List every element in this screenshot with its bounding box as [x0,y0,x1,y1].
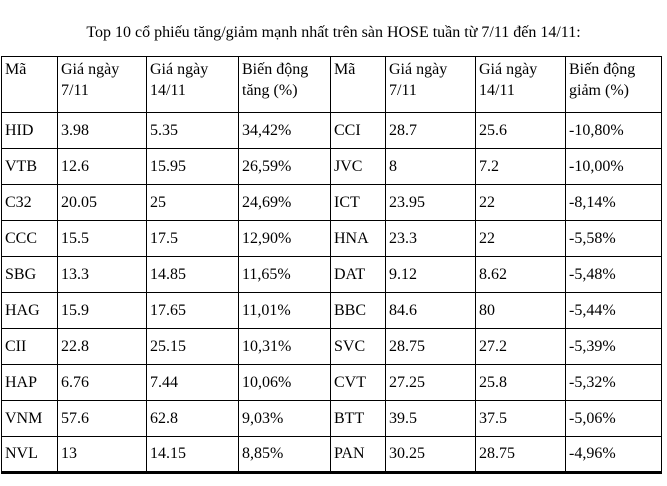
table-row [2,185,662,221]
gainer-price-7-11-cell: 15.9 [58,293,147,329]
gainer-change-cell: 12,90% [239,221,331,257]
loser-price-7-11-cell: 9.12 [386,257,476,293]
top10-stocks-table [1,56,662,474]
loser-code-cell: ICT [331,185,386,221]
loser-price-14-11-cell: 25.6 [476,113,566,149]
loser-change-cell: -5,44% [566,293,662,329]
table-row [2,149,662,185]
loser-change-cell: -5,06% [566,401,662,437]
gainer-code-cell: VTB [2,149,58,185]
loser-code-cell: BBC [331,293,386,329]
table-row [2,365,662,401]
gainer-price-7-11-cell: 15.5 [58,221,147,257]
gainer-price-14-11-cell: 17.65 [147,293,239,329]
loser-price-14-11-cell: 8.62 [476,257,566,293]
table-row [2,293,662,329]
gainer-price-7-11-cell: 12.6 [58,149,147,185]
gainer-change-cell: 24,69% [239,185,331,221]
loser-code-cell: DAT [331,257,386,293]
table-body [2,113,662,473]
header-price7-losers: Giá ngày 7/11 [386,57,476,113]
gainer-change-cell: 11,01% [239,293,331,329]
header-change-up: Biến động tăng (%) [239,57,331,113]
table-row [2,329,662,365]
table-header-row [2,57,662,113]
gainer-code-cell: HID [2,113,58,149]
gainer-change-cell: 11,65% [239,257,331,293]
loser-change-cell: -4,96% [566,437,662,473]
table-row [2,257,662,293]
header-change-down: Biến động giảm (%) [566,57,662,113]
gainer-code-cell: SBG [2,257,58,293]
loser-change-cell: -5,39% [566,329,662,365]
loser-change-cell: -10,80% [566,113,662,149]
gainer-change-cell: 9,03% [239,401,331,437]
gainer-price-14-11-cell: 62.8 [147,401,239,437]
gainer-price-14-11-cell: 5.35 [147,113,239,149]
loser-code-cell: PAN [331,437,386,473]
loser-price-7-11-cell: 23.95 [386,185,476,221]
gainer-price-14-11-cell: 15.95 [147,149,239,185]
header-price7-gainers: Giá ngày 7/11 [58,57,147,113]
gainer-price-7-11-cell: 13 [58,437,147,473]
header-price14-losers: Giá ngày 14/11 [476,57,566,113]
gainer-change-cell: 8,85% [239,437,331,473]
loser-code-cell: HNA [331,221,386,257]
gainer-price-7-11-cell: 57.6 [58,401,147,437]
gainer-change-cell: 10,06% [239,365,331,401]
table-row [2,437,662,473]
gainer-price-14-11-cell: 14.15 [147,437,239,473]
loser-price-7-11-cell: 23.3 [386,221,476,257]
loser-price-14-11-cell: 28.75 [476,437,566,473]
loser-change-cell: -5,32% [566,365,662,401]
header-code-gainers: Mã [2,57,58,113]
header-code-losers: Mã [331,57,386,113]
loser-code-cell: CCI [331,113,386,149]
loser-price-7-11-cell: 28.75 [386,329,476,365]
page-title: Top 10 cổ phiếu tăng/giảm mạnh nhất trên sàn HOSE tuần từ 7/11 đến 14/11: [86,24,581,41]
gainer-code-cell: CII [2,329,58,365]
gainer-price-14-11-cell: 14.85 [147,257,239,293]
gainer-change-cell: 34,42% [239,113,331,149]
loser-change-cell: -5,48% [566,257,662,293]
loser-change-cell: -5,58% [566,221,662,257]
header-price14-gainers: Giá ngày 14/11 [147,57,239,113]
gainer-code-cell: HAG [2,293,58,329]
loser-price-14-11-cell: 37.5 [476,401,566,437]
gainer-price-7-11-cell: 13.3 [58,257,147,293]
gainer-change-cell: 10,31% [239,329,331,365]
loser-price-7-11-cell: 8 [386,149,476,185]
loser-price-14-11-cell: 22 [476,221,566,257]
loser-price-7-11-cell: 28.7 [386,113,476,149]
gainer-price-14-11-cell: 17.5 [147,221,239,257]
loser-price-14-11-cell: 7.2 [476,149,566,185]
loser-price-14-11-cell: 27.2 [476,329,566,365]
table-row [2,401,662,437]
gainer-price-7-11-cell: 3.98 [58,113,147,149]
loser-price-7-11-cell: 39.5 [386,401,476,437]
table-row [2,221,662,257]
gainer-code-cell: HAP [2,365,58,401]
gainer-change-cell: 26,59% [239,149,331,185]
gainer-code-cell: CCC [2,221,58,257]
loser-price-7-11-cell: 84.6 [386,293,476,329]
table-row [2,113,662,149]
loser-price-7-11-cell: 30.25 [386,437,476,473]
loser-code-cell: SVC [331,329,386,365]
loser-code-cell: JVC [331,149,386,185]
gainer-price-14-11-cell: 25 [147,185,239,221]
loser-price-14-11-cell: 80 [476,293,566,329]
loser-price-7-11-cell: 27.25 [386,365,476,401]
loser-price-14-11-cell: 22 [476,185,566,221]
loser-code-cell: BTT [331,401,386,437]
gainer-price-14-11-cell: 25.15 [147,329,239,365]
loser-code-cell: CVT [331,365,386,401]
gainer-code-cell: C32 [2,185,58,221]
gainer-code-cell: VNM [2,401,58,437]
gainer-price-14-11-cell: 7.44 [147,365,239,401]
loser-change-cell: -10,00% [566,149,662,185]
gainer-price-7-11-cell: 20.05 [58,185,147,221]
gainer-price-7-11-cell: 22.8 [58,329,147,365]
loser-price-14-11-cell: 25.8 [476,365,566,401]
gainer-price-7-11-cell: 6.76 [58,365,147,401]
loser-change-cell: -8,14% [566,185,662,221]
gainer-code-cell: NVL [2,437,58,473]
